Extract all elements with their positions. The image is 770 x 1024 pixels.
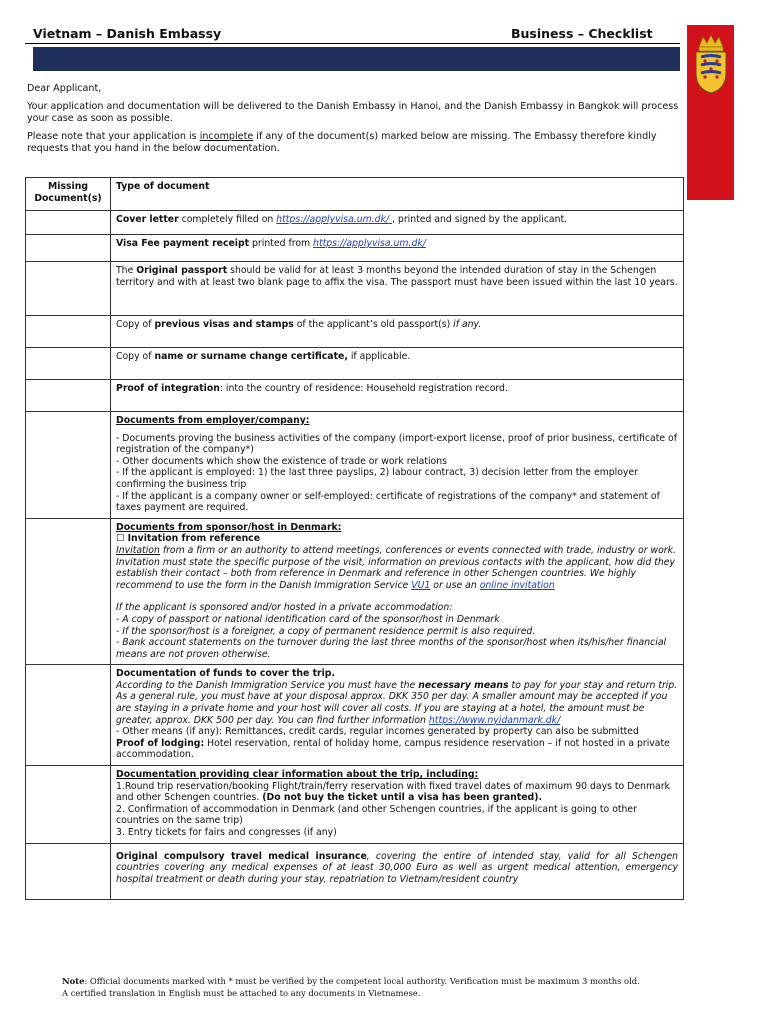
employer-documents-item: Documents from employer/company: - Documents proving the business activities of the company (import-export license, proof of prior business, certificate of registration of the company*) - Other documents which show the existence of trade or work relations - If the applicant is employed: 1) the last three payslips, 2) labour contract, 3) decision letter from the employer confirming the business trip - If the applicant is a company owner or self-employed: certificate of registrations of the company* and statement of taxes payment are required. bbox=[111, 412, 684, 519]
table-row bbox=[26, 380, 684, 412]
checkbox-icon[interactable]: ☐ bbox=[116, 533, 125, 545]
header-title-left: Vietnam – Danish Embassy bbox=[33, 26, 222, 41]
danish-coat-of-arms-icon bbox=[691, 33, 731, 95]
insurance-item: Original compulsory travel medical insurance, covering the entire of intended stay, valid for all Schengen countries covering any medical expenses of at least 30,000 Euro as well as urgent medical attention, emergency hospital treatment or death during your stay, repatriation to Vietnam/resident country bbox=[111, 843, 684, 899]
passport-item: The Original passport should be valid for at least 3 months beyond the intended duration of stay in the Schengen territory and with at least two blank page to affix the visa. The passport must have been issued within the last 10 years. bbox=[111, 262, 684, 316]
table-row bbox=[26, 665, 684, 766]
intro-text bbox=[27, 83, 682, 161]
intro-paragraph-1: Your application and documentation will be delivered to the Danish Embassy in Hanoi, and the Danish Embassy in Bangkok will process your case as soon as possible. bbox=[27, 101, 679, 124]
missing-checkbox-cell[interactable] bbox=[26, 380, 111, 412]
note-label: Note bbox=[62, 976, 85, 986]
missing-checkbox-cell[interactable] bbox=[26, 766, 111, 844]
visa-fee-item: Visa Fee payment receipt printed from https://applyvisa.um.dk/ bbox=[111, 235, 684, 262]
trip-information-item: Documentation providing clear information about the trip, including: 1.Round trip reservation/booking Flight/train/ferry reservation with fixed travel dates of maximum 90 days to Denmark and other Schengen countries. (Do not buy the ticket until a visa has been granted). 2. Confirmation of accommodation in Denmark (and other Schengen countries, if the applicant is going to other countries on the same trip) 3. Entry tickets for fairs and congresses (if any) bbox=[111, 766, 684, 844]
online-invitation-link[interactable]: online invitation bbox=[479, 579, 555, 591]
table-row bbox=[26, 262, 684, 316]
missing-checkbox-cell[interactable] bbox=[26, 348, 111, 380]
table-row bbox=[26, 412, 684, 519]
missing-checkbox-cell[interactable] bbox=[26, 316, 111, 348]
missing-checkbox-cell[interactable] bbox=[26, 843, 111, 899]
missing-checkbox-cell[interactable] bbox=[26, 665, 111, 766]
greeting: Dear Applicant, bbox=[27, 83, 102, 94]
previous-visas-item: Copy of previous visas and stamps of the applicant’s old passport(s) if any. bbox=[111, 316, 684, 348]
name-change-item: Copy of name or surname change certificate, if applicable. bbox=[111, 348, 684, 380]
table-header-row bbox=[26, 178, 684, 211]
table-row bbox=[26, 235, 684, 262]
table-row bbox=[26, 211, 684, 235]
funds-item: Documentation of funds to cover the trip. According to the Danish Immigration Service you must have the necessary means to pay for your stay and return trip. As a general rule, you must have at your disposal approx. DKK 350 per day. A smaller amount may be accepted if you are staying in a private home and your host will cover all costs. If you are staying at a hotel, the amount must be greater, approx. DKK 500 per day. You can find further information https://www.nyidanmark.dk/ - Other means (if any): Remittances, credit cards, regular incomes generated by property can also be submitted Proof of lodging: Hotel reservation, rental of holiday home, campus residence reservation – if not hosted in a private accommodation. bbox=[111, 665, 684, 766]
applyvisa-link[interactable]: https://applyvisa.um.dk/ bbox=[276, 214, 393, 225]
type-of-document-header: Type of document bbox=[111, 178, 684, 211]
missing-checkbox-cell[interactable] bbox=[26, 262, 111, 316]
header-band bbox=[33, 47, 680, 71]
sponsor-documents-item: Documents from sponsor/host in Denmark: ☐ Invitation from reference Invitation from a firm or an authority to attend meetings, conferences or events connected with trade, industry or work. Invitation must state the specific purpose of the visit, information on previous contacts with the applicant, how did they establish their contact – both from reference in Denmark and reference in other Schengen countries. We highly recommend to use the form in the Danish Immigration Service VU1 or use an online invitation If the applicant is sponsored and/or hosted in a private accommodation: - A copy of passport or national identification card of the sponsor/host in Denmark - If the sponsor/host is a foreigner, a copy of permanent residence permit is also required. - Bank account statements on the turnover during the last three months of the sponsor/host when its/his/her financial means are not proven otherwise. bbox=[111, 518, 684, 665]
table-row bbox=[26, 766, 684, 844]
intro-paragraph-2: Please note that your application is incomplete if any of the document(s) marked below are missing. The Embassy therefore kindly requests that you hand in the below documentation. bbox=[27, 131, 657, 154]
cover-letter-item: Cover letter completely filled on https://applyvisa.um.dk/ , printed and signed by the applicant. bbox=[111, 211, 684, 235]
table-row bbox=[26, 518, 684, 665]
nyidanmark-link[interactable]: https://www.nyidanmark.dk/ bbox=[428, 714, 561, 726]
missing-documents-header: Missing Document(s) bbox=[26, 178, 111, 211]
header-title-right: Business – Checklist bbox=[511, 26, 653, 41]
integration-item: Proof of integration: into the country of residence: Household registration record. bbox=[111, 380, 684, 412]
table-row bbox=[26, 348, 684, 380]
note-line-1: : Official documents marked with * must be verified by the competent local authority. Verification must be maximum 3 months old. bbox=[84, 976, 640, 986]
footer-note bbox=[62, 976, 682, 999]
header-rule bbox=[25, 43, 680, 44]
checklist-table bbox=[25, 177, 684, 900]
table-row bbox=[26, 843, 684, 899]
applyvisa-link[interactable]: https://applyvisa.um.dk/ bbox=[313, 238, 426, 249]
missing-checkbox-cell[interactable] bbox=[26, 235, 111, 262]
missing-checkbox-cell[interactable] bbox=[26, 412, 111, 519]
note-line-2: A certified translation in English must be attached to any documents in Vietnamese. bbox=[62, 987, 421, 998]
missing-checkbox-cell[interactable] bbox=[26, 518, 111, 665]
missing-checkbox-cell[interactable] bbox=[26, 211, 111, 235]
table-row bbox=[26, 316, 684, 348]
vu1-link[interactable]: VU1 bbox=[411, 579, 431, 591]
